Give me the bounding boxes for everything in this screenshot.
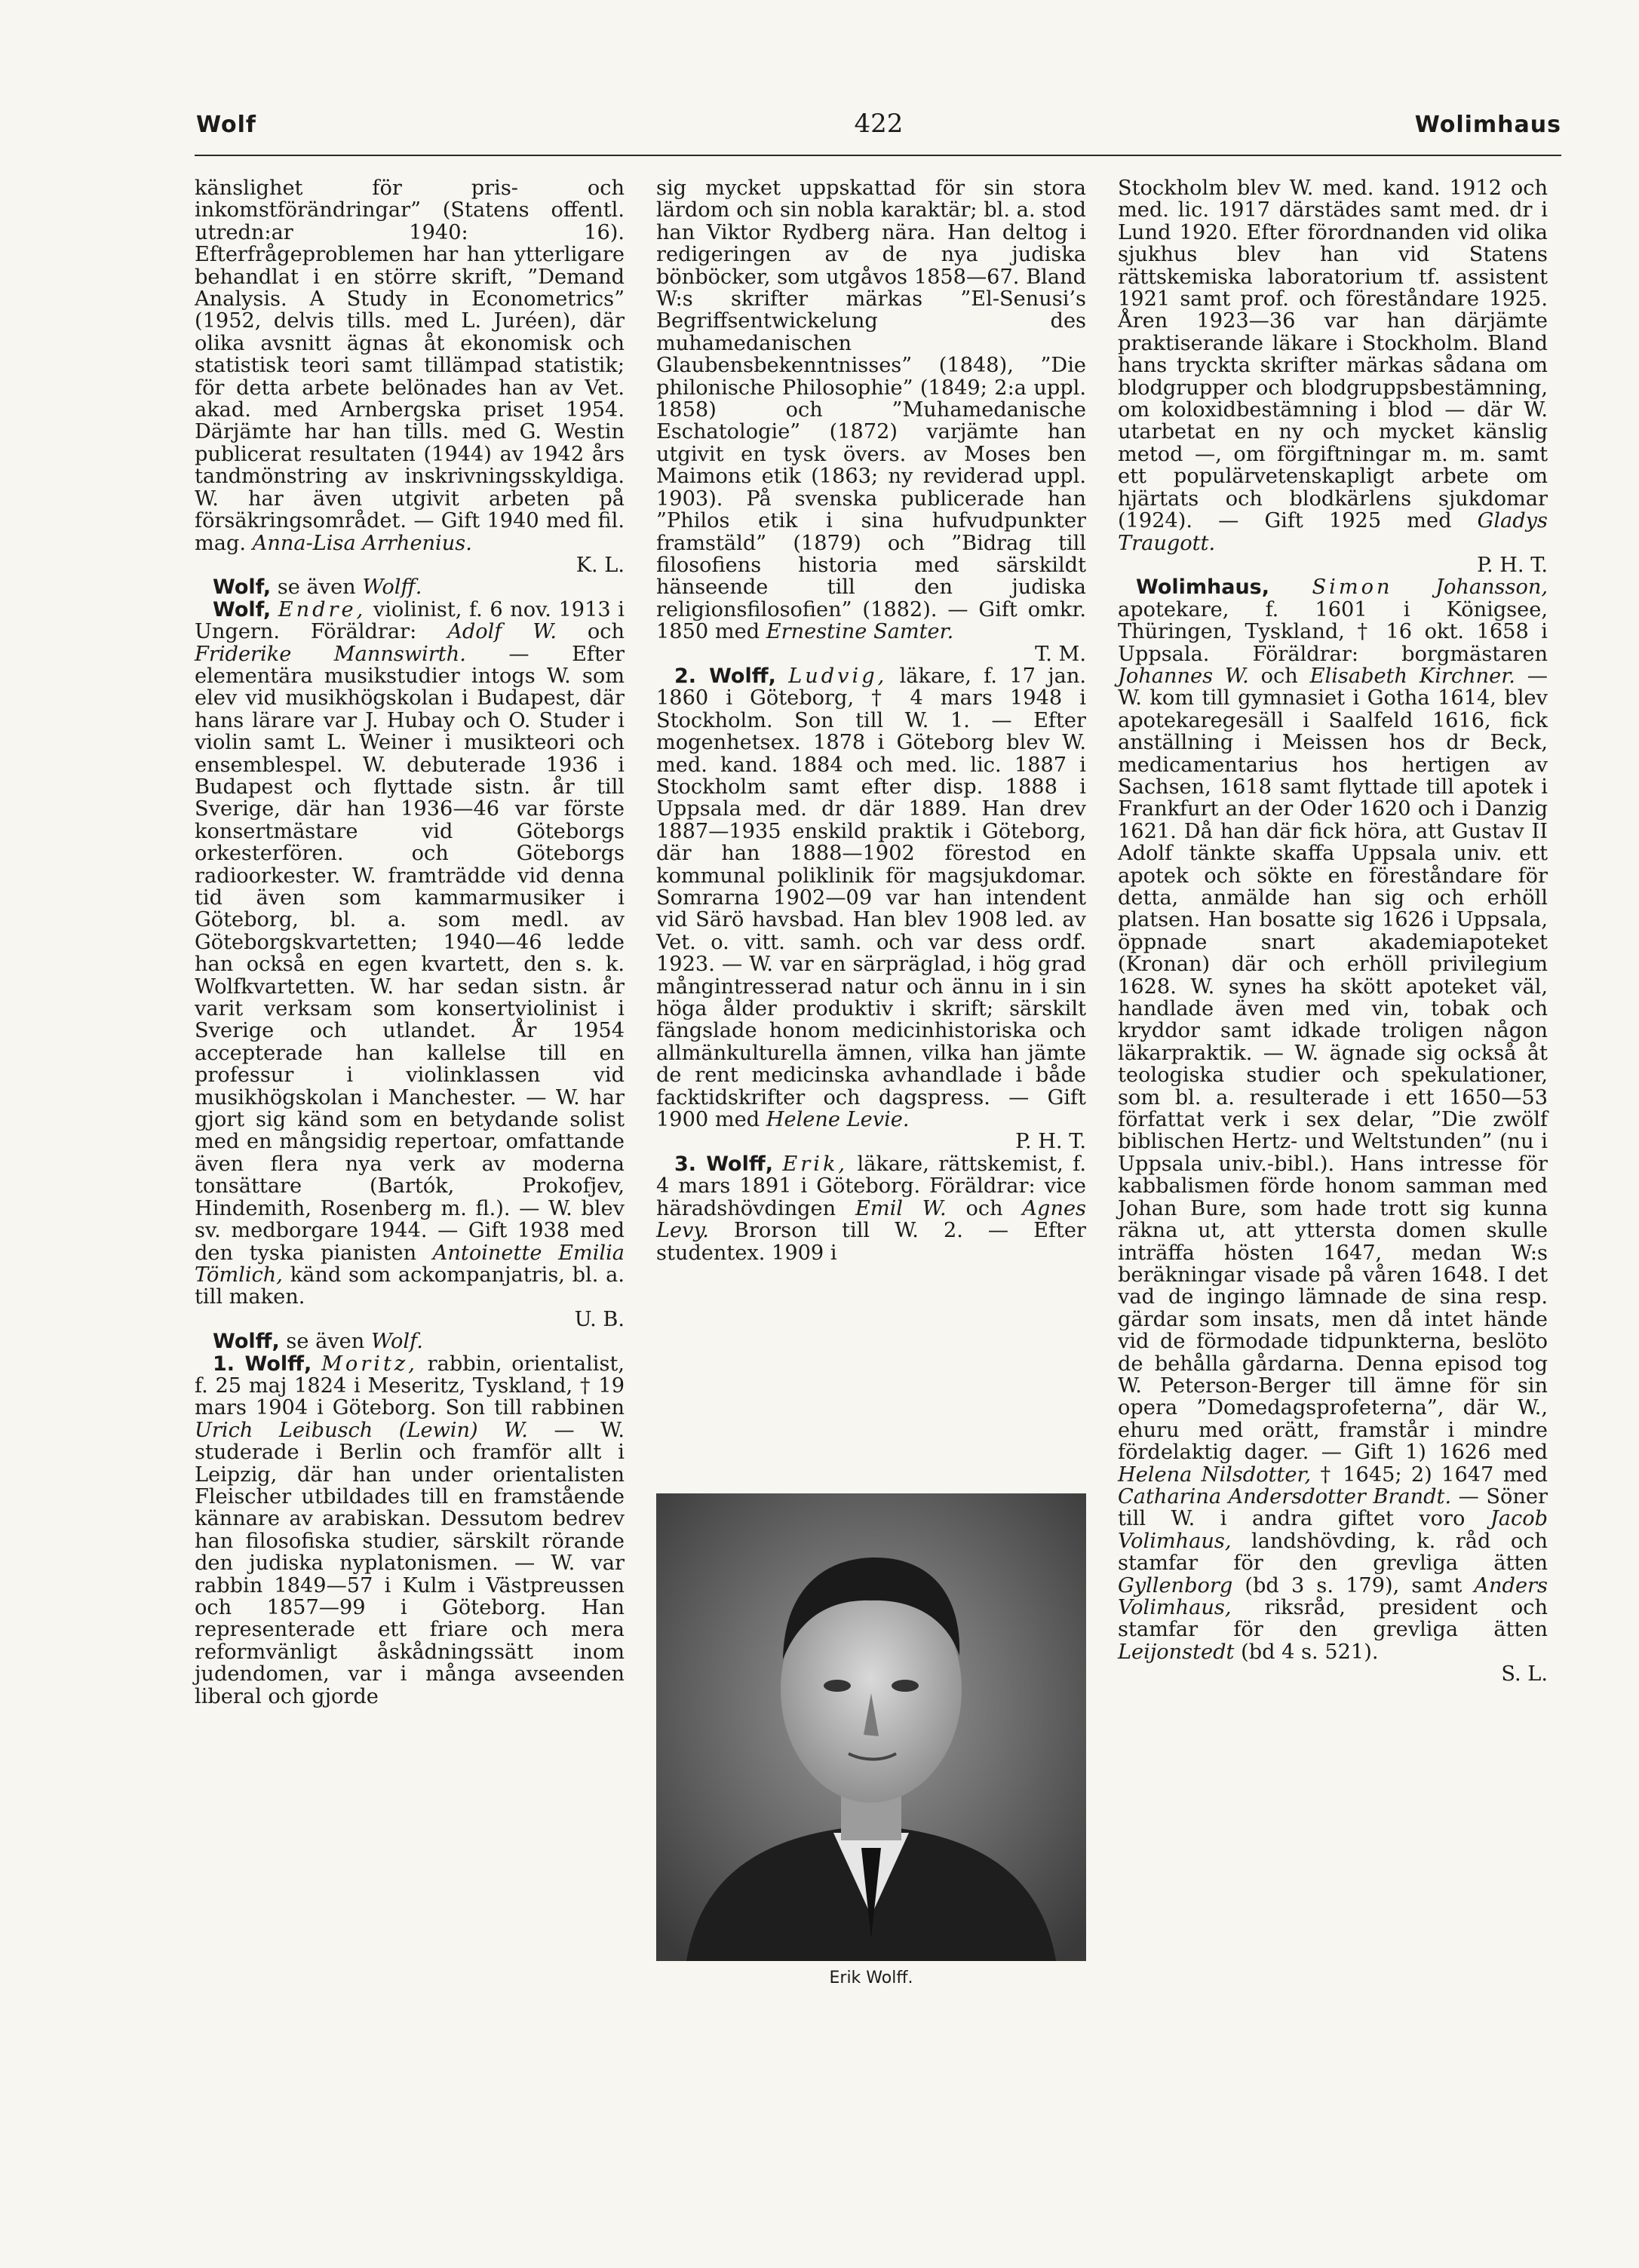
entry-text: känslighet för pris- och inkomstförändringar” (Statens offentl. utredn:ar 1940: 16). Efterfrågeproblemen har han ytterligare behandlat i en större skrift, ”Demand Analysis. A Study in Econometrics” (1952, delvis tills. med L. Juréen), där olika avsnitt ägnas åt ekonomisk och statistisk teori samt tillämpad statistik; för detta arbete belönades han av Vet. akad. med Arnbergska priset 1954. Därjämte har han tills. med G. Westin publicerat resultaten (1944) av 1942 års tandmönstring av inskrivningsskyldiga. W. har även utgivit arbeten på försäkringsområdet. — Gift 1940 med fil. mag. — [195, 176, 625, 555]
running-header — [196, 106, 1561, 151]
author-signature: P. H. T. — [1477, 553, 1548, 577]
entry-text: känd som ackompanjatris, bl. a. till maken. — [195, 1263, 625, 1309]
portrait-photo — [656, 1493, 1086, 1961]
spouse-name: Antoinette Emilia Tömlich, — [195, 1241, 625, 1287]
entry-given-name: Erik, — [782, 1152, 849, 1176]
entry-text: riksråd, president och stamfar för den grevliga ätten — [1118, 1596, 1548, 1642]
cross-reference: Wolf. — [370, 1330, 423, 1354]
entry-text: se även — [286, 1330, 365, 1354]
column-3 — [1118, 177, 1548, 1686]
author-signature: P. H. T. — [1015, 1130, 1086, 1154]
entry-text: — Söner till W. i andra giftet voro — [1118, 1484, 1548, 1531]
column-1 — [195, 177, 625, 1708]
entry-text: Stockholm blev W. med. kand. 1912 och med. lic. 1917 därstädes samt med. dr i Lund 1920. Efter förordnanden vid olika sjukhus blev han vid Statens rättskemiska laboratorium tf. assistent 1921 samt prof. och föreståndare 1925. Åren 1923—36 var han därjämte praktiserande läkare i Stockholm. Bland hans tryckta skrifter märkas sådana om blodgrupper och blodgruppsbestämning, om koloxidbestämning i blod — där W. utarbetat en ny och mycket känslig metod —, om förgiftningar m. m. samt ett populärvetenskapligt arbete om hjärtats och blodkärlens sjukdomar (1924). — Gift 1925 med — [1118, 176, 1548, 533]
author-signature: S. L. — [1501, 1662, 1548, 1686]
cross-reference: Wolff. — [362, 575, 422, 600]
header-left-word: Wolf — [196, 112, 256, 138]
spouse-name: Ernestine Samter. — [766, 620, 954, 644]
spouse-name: Catharina Andersdotter Brandt. — [1118, 1484, 1452, 1508]
entry-text: (bd 4 s. 521). — [1241, 1640, 1379, 1664]
entry-text: — Efter elementära musikstudier intogs W. som elev vid musikhögskolan i Budapest, där hans lärare var J. Hubay och O. Studer i violin samt L. Weiner i musikteori och ensemblespel. W. debuterade 1936 i Budapest och flyttade sistn. år till Sverige, där han 1936—46 var förste konsertmästare vid Göteborgs orkesterfören. och Göteborgs radioorkester. W. framträdde vid denna tid även som kammarmusiker i Göteborg, bl. a. som medl. av Göteborgskvartetten; 1940—46 ledde han också en egen kvartett, den s. k. Wolfkvartetten. W. har sedan sistn. år varit verksam som konsertviolinist i Sverige och utlandet. År 1954 accepterade han kallelse till en professur i violinklassen vid musikhögskolan i Manchester. — W. har gjort sig känd som en betydande solist med en mångsidig repertoar, omfattande även flera nya verk av moderna tonsättare (Bartók, Prokofjev, Hindemith, Rosenberg m. fl.). — W. blev sv. medborgare 1944. — Gift 1938 med den tyska pianisten — [195, 642, 625, 1265]
author-signature: U. B. — [574, 1307, 625, 1331]
spouse-name: Anna-Lisa Arrhenius. — [252, 531, 472, 555]
spouse-name: Gladys Traugott. — [1118, 509, 1548, 555]
entry-head: Wolf, — [213, 597, 272, 621]
son-name: Jacob Volimhaus, — [1118, 1507, 1548, 1553]
entry-wolff-ludvig — [656, 665, 1086, 1153]
entry-text: sig mycket uppskattad för sin stora lärdom och sin nobla karaktär; bl. a. stod han Viktor Rydberg nära. Han deltog i redigeringen av de nya judiska bönböcker, som utgåvos 1858—67. Bland W:s skrifter märkas ”El-Senusi’s Begriffsentwickelung des muhamedanischen Glaubensbekenntnisses” (1848), ”Die philonische Philosophie” (1849; 2:a uppl. 1858) och ”Muhamedanische Eschatologie” (1872) varjämte han utgivit en tysk övers. av Moses ben Maimons etik (1863; ny reviderad uppl. 1903). På svenska publicerade han ”Philos etik i sina hufvudpunkter framstäld” (1879) och ”Bidrag till filosofiens historia med särskildt hänseende till den judiska religionsfilosofien” (1882). — Gift omkr. 1850 med — [656, 176, 1086, 644]
parent-name: Agnes Levy. — [656, 1196, 1086, 1243]
entry-text: — W. kom till gymnasiet i Gotha 1614, blev apotekaregesäll i Saalfeld 1616, fick anställning i Meissen hos dr Beck, medicamentarius hos hertigen av Sachsen, 1618 samt flyttade till apotek i Frankfurt an der Oder 1620 och i Danzig 1621. Då han där fick höra, att Gustav II Adolf tänkte skaffa Uppsala univ. ett apotek och sökte en föreståndare för detta, anmälde han sig och erhöll platsen. Han bosatte sig 1626 i Uppsala, öppnade snart akademiapoteket (Kronan) där och erhöll privilegium 1628. W. synes ha skött apoteket väl, handlade även med vin, tobak och kryddor samt idkade troligen någon läkarpraktik. — W. ägnade sig också åt teologiska studier och spekulationer, som bl. a. resulterade i ett 1650—53 författat verk i sex delar, ”Die zwölf biblischen Hertz- und Weltstunden” (nu i Uppsala univ.-bibl.). Hans intresse för kabbalismen förde honom samman med Johan Bure, som hade trott sig kunna räkna ut, att yttersta domen skulle inträffa hösten 1647, medan W:s beräkningar visade på våren 1648. I det vad de ingingo lämnade de sina resp. gärdar som insats, men då intet hände vid de förmodade tidpunkterna, beslöto de behålla gårdarna. Denna episod tog W. Peterson-Berger till ämne för sin opera ”Domedagsprofeterna”, där W., ehuru med orätt, framstår i mindre fördelaktig dager. — Gift 1) 1626 med — [1118, 664, 1548, 1465]
family-name: Leijonstedt — [1118, 1640, 1235, 1664]
entry-head: 1. Wolff, — [213, 1352, 312, 1376]
header-rule — [195, 155, 1561, 156]
page-number: 422 — [854, 109, 904, 139]
entry-text: Brorson till W. 2. — Efter studentex. 1909 i — [656, 1219, 1086, 1265]
entry-head: 3. Wolff, — [674, 1152, 773, 1176]
parent-name: Urich Leibusch (Lewin) W. — [195, 1418, 528, 1442]
family-name: Gyllenborg — [1118, 1573, 1233, 1597]
entry-continuation — [1118, 177, 1548, 576]
column-2 — [656, 177, 1086, 1264]
entry-continuation — [656, 177, 1086, 665]
author-signature: T. M. — [1035, 642, 1086, 666]
entry-text: landshövding, k. råd och stamfar för den grevliga ätten — [1118, 1529, 1548, 1576]
spouse-name: Helene Levie. — [766, 1108, 910, 1132]
author-signature: K. L. — [575, 553, 625, 577]
entry-text: och — [965, 1196, 1003, 1220]
entry-head: Wolimhaus, — [1136, 575, 1270, 600]
entry-wolf-ref — [195, 576, 625, 598]
entry-text: se även — [277, 575, 356, 600]
entry-wolff-ref — [195, 1330, 625, 1352]
entry-wolff-erik — [656, 1153, 1086, 1264]
entry-head: Wolf, — [213, 575, 272, 600]
parent-name: Johannes W. — [1118, 664, 1249, 688]
entry-given-name: Moritz, — [321, 1352, 418, 1376]
header-right-word: Wolimhaus — [1414, 112, 1561, 138]
portrait-figure — [656, 1493, 1086, 1991]
photo-caption: Erik Wolff. — [829, 1969, 913, 1987]
entry-text: läkare, rättskemist, f. 4 mars 1891 i Göteborg. Föräldrar: vice häradshövdingen — [656, 1152, 1086, 1220]
entry-patronymic: Johansson, — [1435, 575, 1548, 600]
entry-text: † 1645; 2) 1647 med — [1320, 1462, 1548, 1487]
entry-head: Wolff, — [213, 1330, 280, 1354]
entry-wolff-moritz — [195, 1353, 625, 1708]
entry-text: apotekare, f. 1601 i Königsee, Thüringen, Tyskland, † 16 okt. 1658 i Uppsala. Föräldrar: borgmästaren — [1118, 597, 1548, 666]
parent-name: Elisabeth Kirchner. — [1309, 664, 1515, 688]
entry-given-name: Endre, — [278, 597, 367, 621]
entry-head: 2. Wolff, — [674, 664, 776, 688]
spouse-name: Helena Nilsdotter, — [1118, 1462, 1312, 1487]
entry-text: och — [587, 620, 625, 644]
entry-text: — W. studerade i Berlin och framför allt i Leipzig, där han under orientalisten Fleischer utbildades till en framstående kännare av arabiskan. Dessutom bedrev han filosofiska studier, särskilt rörande den judiska nyplatonismen. — W. var rabbin 1849—57 i Kulm i Västpreussen och 1857—99 i Göteborg. Han representerade ett friare och mera reformvänligt åskådningssätt inom judendomen, var i många avseenden liberal och gjorde — [195, 1418, 625, 1708]
entry-text: rabbin, orientalist, f. 25 maj 1824 i Meseritz, Tyskland, † 19 mars 1904 i Göteborg. Son till rabbinen — [195, 1352, 625, 1420]
entry-wolimhaus-simon — [1118, 576, 1548, 1685]
entry-given-name: Ludvig, — [788, 664, 888, 688]
son-name: Anders Volimhaus, — [1118, 1573, 1548, 1619]
entry-text: (bd 3 s. 179), samt — [1245, 1573, 1463, 1597]
parent-name: Adolf W. — [447, 620, 557, 644]
entry-text: och — [1260, 664, 1298, 688]
entry-text: violinist, f. 6 nov. 1913 i Ungern. Föräldrar: — [195, 597, 625, 644]
entry-given-name: Simon — [1312, 575, 1393, 600]
entry-wolf-endre — [195, 599, 625, 1330]
entry-text: läkare, f. 17 jan. 1860 i Göteborg, † 4 mars 1948 i Stockholm. Son till W. 1. — Efter mogenhetsex. 1878 i Göteborg blev W. med. kand. 1884 och med. lic. 1887 i Stockholm samt efter disp. 1888 i Uppsala med. dr där 1889. Han drev 1887—1935 enskild praktik i Göteborg, där han 1888—1902 förestod en kommunal poliklinik för magsjukdomar. Somrarna 1902—09 var han intendent vid Särö havsbad. Han blev 1908 led. av Vet. o. vitt. samh. och var dess ordf. 1923. — W. var en särpräglad, i hög grad mångintresserad natur och ännu in i sin höga ålder produktiv i skrift; särskilt fängslade honom medicinhistoriska och allmänkulturella ämnen, vilka han jämte de rent medicinska avhandlade i både facktidskrifter och dagspress. — Gift 1900 med — [656, 664, 1086, 1132]
parent-name: Emil W. — [855, 1196, 947, 1220]
entry-continuation — [195, 177, 625, 576]
parent-name: Friderike Mannswirth. — [195, 642, 466, 666]
